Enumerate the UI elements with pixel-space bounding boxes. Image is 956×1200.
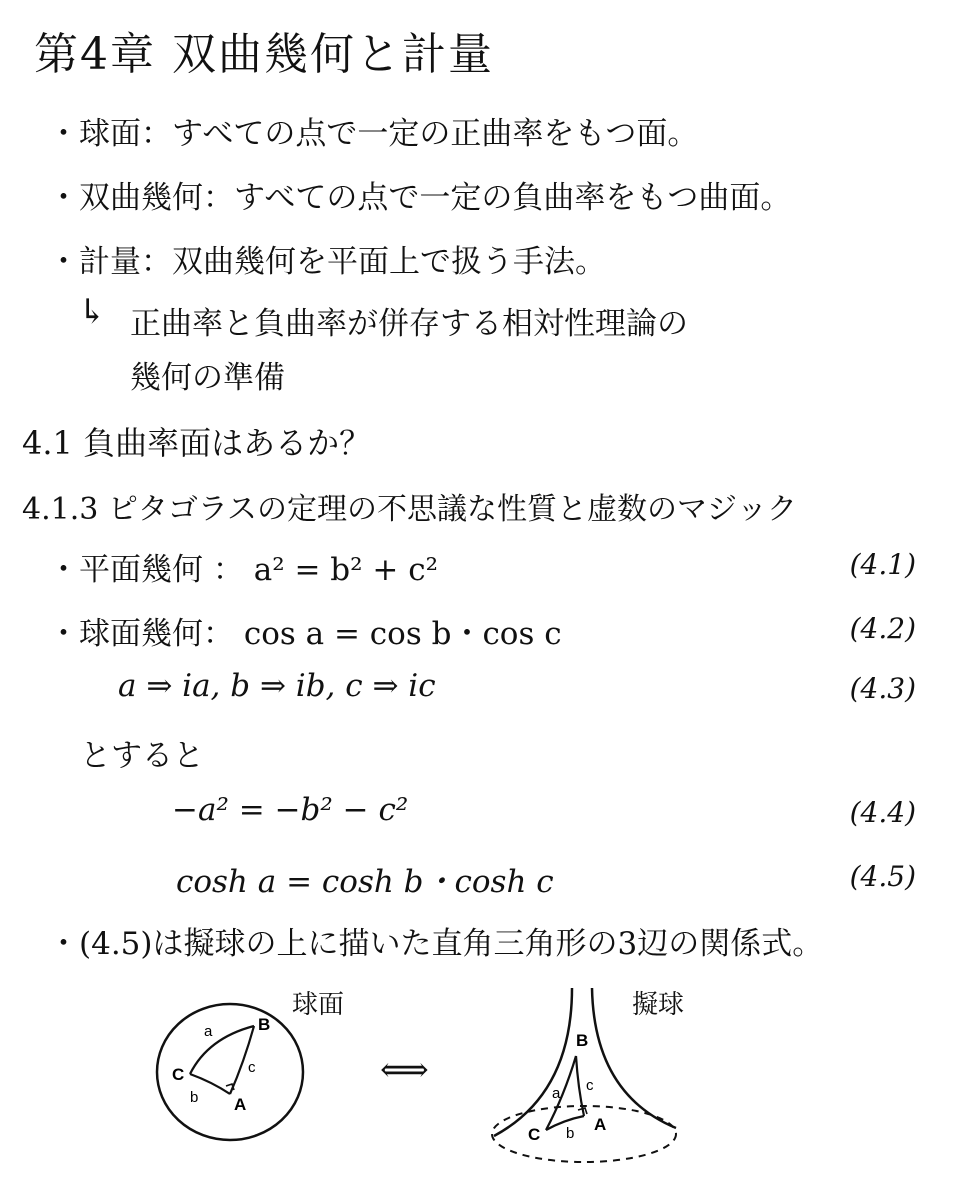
sphere-side-c-label: c xyxy=(248,1059,256,1076)
bullet-pseudosphere-relation: ・(4.5)は擬球の上に描いた直角三角形の3辺の関係式。 xyxy=(48,926,824,962)
pseudosphere-right-curve xyxy=(592,988,676,1128)
then-text: とすると xyxy=(80,738,204,774)
pseudo-point-C: C xyxy=(528,1125,541,1144)
eq-4-4-number: (4.4) xyxy=(849,796,916,829)
sphere-side-a-label: a xyxy=(204,1023,213,1040)
sphere-figure xyxy=(150,990,310,1150)
pseudosphere-figure xyxy=(484,984,694,1174)
pseudosphere-label: 擬球 xyxy=(632,990,685,1020)
pseudosphere-left-curve xyxy=(494,988,572,1136)
bullet-metric: ・計量：双曲幾何を平面上で扱う手法。 xyxy=(48,244,606,280)
sphere-side-b-label: b xyxy=(190,1089,199,1106)
sphere-point-C: C xyxy=(172,1065,185,1084)
eq-4-2-number: (4.2) xyxy=(849,612,916,645)
chapter-title: 第4章 双曲幾何と計量 xyxy=(34,29,494,80)
eq-4-2-label: ・球面幾何： cos a = cos b・cos c xyxy=(48,616,562,652)
eq-4-4: −a² = −b² − c² xyxy=(172,792,409,828)
sphere-point-A: A xyxy=(234,1095,247,1114)
eq-4-1-number: (4.1) xyxy=(849,548,916,581)
eq-4-3-number: (4.3) xyxy=(849,672,916,705)
pseudo-point-B: B xyxy=(576,1031,589,1050)
note-line-2: 幾何の準備 xyxy=(130,360,285,396)
eq-4-5: cosh a = cosh b・cosh c xyxy=(176,864,554,900)
eq-4-3: a ⇒ ia, b ⇒ ib, c ⇒ ic xyxy=(118,668,436,704)
pseudo-side-c-label: c xyxy=(586,1077,594,1094)
section-4-1-3-heading: 4.1.3 ピタゴラスの定理の不思議な性質と虚数のマジック xyxy=(22,492,797,527)
note-arrow-icon: ↳ xyxy=(78,292,107,332)
section-4-1-heading: 4.1 負曲率面はあるか？ xyxy=(22,424,372,462)
sphere-point-B: B xyxy=(258,1015,271,1034)
note-line-1: 正曲率と負曲率が併存する相対性理論の xyxy=(130,306,688,342)
pseudo-point-A: A xyxy=(594,1115,607,1134)
pseudo-side-c xyxy=(576,1056,584,1116)
pseudo-side-b-label: b xyxy=(566,1125,575,1142)
pseudo-side-a-label: a xyxy=(552,1085,561,1102)
bullet-sphere: ・球面：すべての点で一定の正曲率をもつ面。 xyxy=(48,116,699,152)
eq-4-5-number: (4.5) xyxy=(849,860,916,893)
eq-4-1-label: ・平面幾何 ： a² = b² + c² xyxy=(48,552,439,588)
sphere-side-a xyxy=(190,1026,254,1074)
equivalence-arrow-icon: ⟺ xyxy=(380,1050,429,1090)
bullet-hyperbolic: ・双曲幾何：すべての点で一定の負曲率をもつ曲面。 xyxy=(48,180,792,216)
sphere-label: 球面 xyxy=(292,990,345,1020)
